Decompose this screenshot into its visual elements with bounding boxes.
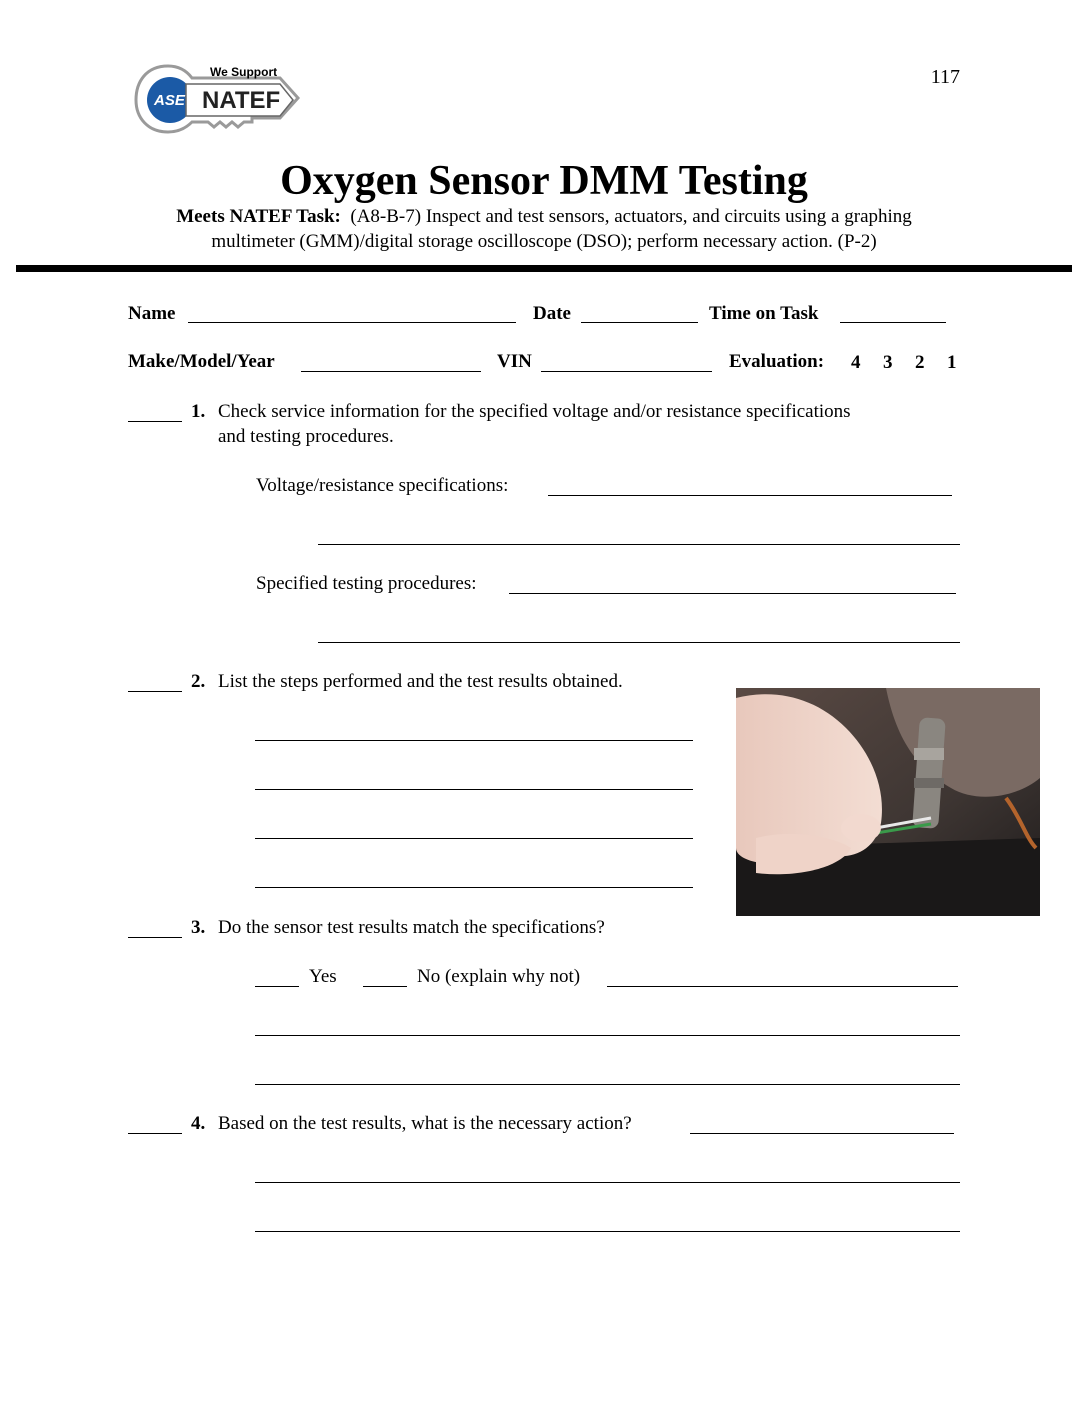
name-label: Name <box>128 303 176 324</box>
no-explanation-field[interactable] <box>607 986 958 987</box>
task-text-line1: (A8-B-7) Inspect and test sensors, actuators, and circuits using a graphing <box>350 206 912 227</box>
time-on-task-label: Time on Task <box>709 303 819 324</box>
step2-number: 2. <box>191 671 206 692</box>
testing-procedures-field-line2[interactable] <box>318 642 960 643</box>
step1-checkoff-blank[interactable] <box>128 421 182 422</box>
step1-number: 1. <box>191 401 206 422</box>
step4-answer-line2[interactable] <box>255 1182 960 1183</box>
evaluation-score-2[interactable]: 2 <box>915 352 925 373</box>
yes-label: Yes <box>309 966 337 987</box>
date-label: Date <box>533 303 571 324</box>
vin-label: VIN <box>497 351 532 372</box>
voltage-resistance-field[interactable] <box>548 495 952 496</box>
evaluation-label: Evaluation: <box>729 351 825 372</box>
task-description-line1 <box>0 206 1088 228</box>
step4-number: 4. <box>191 1113 206 1134</box>
step3-text: Do the sensor test results match the specifications? <box>218 917 605 938</box>
evaluation-score-4[interactable]: 4 <box>851 352 861 373</box>
evaluation-score-1[interactable]: 1 <box>947 352 957 373</box>
step4-text: Based on the test results, what is the necessary action? <box>218 1113 632 1134</box>
step3-number: 3. <box>191 917 206 938</box>
step2-checkoff-blank[interactable] <box>128 691 182 692</box>
step2-answer-line2[interactable] <box>255 789 693 790</box>
vin-field[interactable] <box>541 371 712 372</box>
no-label: No (explain why not) <box>417 966 581 987</box>
name-field[interactable] <box>188 322 516 323</box>
task-text-line2: multimeter (GMM)/digital storage oscilloscope (DSO); perform necessary action. (P-2) <box>211 231 877 252</box>
step3-answer-line3[interactable] <box>255 1084 960 1085</box>
voltage-resistance-field-line2[interactable] <box>318 544 960 545</box>
step2-text: List the steps performed and the test results obtained. <box>218 671 623 692</box>
step2-answer-line3[interactable] <box>255 838 693 839</box>
evaluation-score-3[interactable]: 3 <box>883 352 893 373</box>
header-divider <box>16 265 1072 272</box>
yes-checkbox-blank[interactable] <box>255 986 299 987</box>
logo-name: NATEF <box>202 87 281 114</box>
natef-logo <box>130 60 305 145</box>
step1-text-line2: and testing procedures. <box>218 426 394 447</box>
testing-procedures-label: Specified testing procedures: <box>256 573 477 594</box>
step1-text-line1: Check service information for the specified voltage and/or resistance specifications <box>218 401 851 422</box>
date-field[interactable] <box>581 322 698 323</box>
time-on-task-field[interactable] <box>840 322 946 323</box>
page-title: Oxygen Sensor DMM Testing <box>280 158 808 204</box>
page-number: 117 <box>930 66 960 88</box>
task-label: Meets NATEF Task: <box>176 206 341 227</box>
step4-answer-line1[interactable] <box>690 1133 954 1134</box>
no-checkbox-blank[interactable] <box>363 986 407 987</box>
make-model-year-label: Make/Model/Year <box>128 351 275 372</box>
step4-checkoff-blank[interactable] <box>128 1133 182 1134</box>
logo-tagline: We Support <box>210 65 278 79</box>
testing-procedures-field[interactable] <box>509 593 956 594</box>
logo-badge: ASE <box>154 92 185 109</box>
oxygen-sensor-photo <box>736 688 1040 916</box>
step2-answer-line4[interactable] <box>255 887 693 888</box>
step2-answer-line1[interactable] <box>255 740 693 741</box>
make-model-year-field[interactable] <box>301 371 481 372</box>
step3-answer-line2[interactable] <box>255 1035 960 1036</box>
voltage-resistance-label: Voltage/resistance specifications: <box>256 475 509 496</box>
step3-checkoff-blank[interactable] <box>128 937 182 938</box>
oxygen-sensor-photo-illustration <box>736 688 1040 916</box>
step4-answer-line3[interactable] <box>255 1231 960 1232</box>
